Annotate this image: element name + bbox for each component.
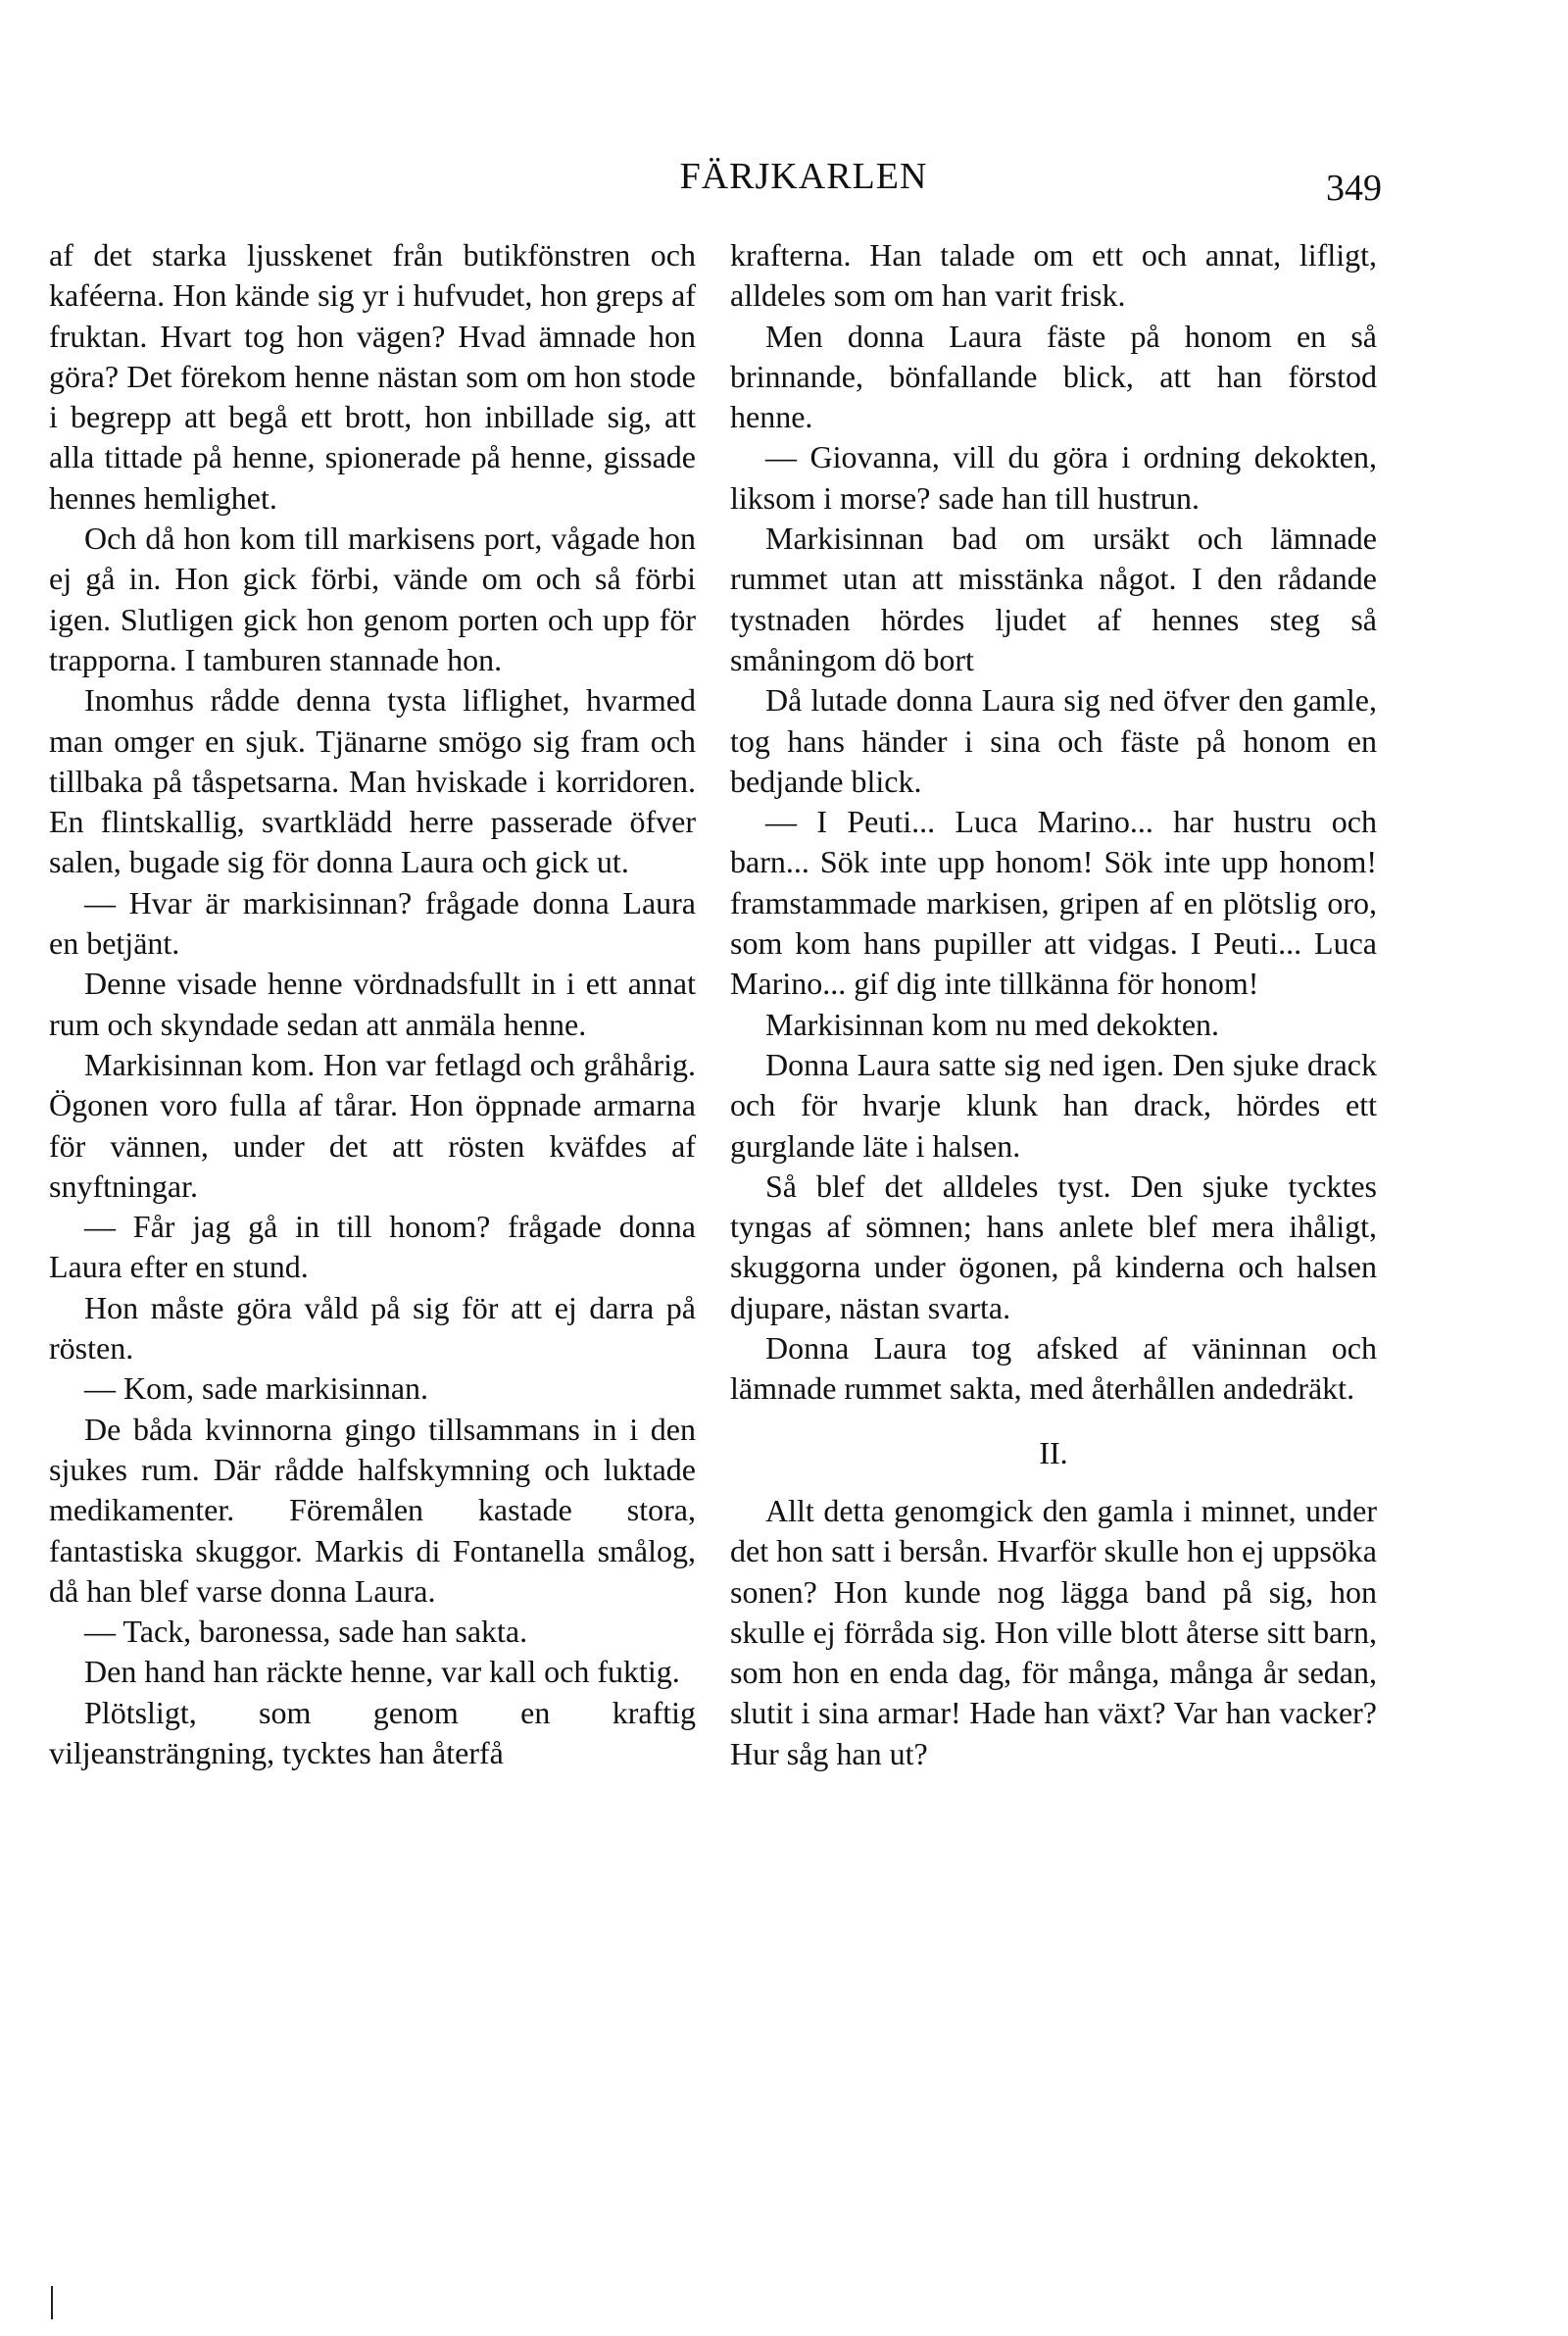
running-head (0, 147, 1568, 209)
paragraph: Hon måste göra våld på sig för att ej darra på rösten. (49, 1289, 696, 1367)
paragraph: Allt detta genomgick den gamla i minnet, under det hon satt i bersån. Hvarför skulle hon ej uppsöka sonen? Hon kunde nog lägga band på sig, hon skulle ej förråda sig. Hon ville blott återse sitt barn, som hon en enda dag, för många, många år sedan, slutit i sina armar! Hade han växt? Var han vacker? Hur såg han ut? (730, 1492, 1377, 1771)
paragraph: krafterna. Han talade om ett och annat, lifligt, alldeles som om han varit frisk. (730, 237, 1377, 314)
paragraph: Donna Laura satte sig ned igen. Den sjuke drack och för hvarje klunk han drack, hördes ett gurglande läte i halsen. (730, 1046, 1377, 1164)
paragraph: Markisinnan bad om ursäkt och lämnade rummet utan att misstänka något. I den rådande tystnaden hördes ljudet af hennes steg så småningom dö bort (730, 521, 1377, 677)
paragraph: af det starka ljusskenet från butikfönstren och kaféerna. Hon kände sig yr i hufvudet, hon greps af fruktan. Hvart tog hon vägen? Hvad ämnade hon göra? Det förekom henne nästan som om hon stode i begrepp att begå ett brott, hon inbillade sig, att alla tittade på henne, spionerade på henne, gissade hennes hemlighet. (49, 237, 696, 516)
paragraph: Den hand han räckte henne, var kall och fuktig. (84, 1654, 680, 1690)
paragraph: Markisinnan kom. Hon var fetlagd och gråhårig. Ögonen voro fulla af tårar. Hon öppnade armarna för vännen, under det att rösten kväfdes af snyftningar. (49, 1046, 696, 1204)
section-heading: II. (1039, 1434, 1068, 1470)
paragraph: Så blef det alldeles tyst. Den sjuke tycktes tyngas af sömnen; hans anlete blef mera ihåligt, skuggorna under ögonen, på kinderna och halsen djupare, nästan svarta. (730, 1168, 1377, 1325)
paragraph: Då lutade donna Laura sig ned öfver den gamle, tog hans händer i sina och fäste på honom en bedjande blick. (730, 682, 1377, 799)
paragraph: Och då hon kom till markisens port, vågade hon ej gå in. Hon gick förbi, vände om och så förbi igen. Slutligen gick hon genom porten och upp för trapporna. I tamburen stannade hon. (49, 521, 696, 677)
margin-mark (51, 2286, 53, 2319)
paragraph: — Hvar är markisinnan? frågade donna Laura en betjänt. (49, 884, 696, 962)
paragraph: — Giovanna, vill du göra i ordning dekokten, liksom i morse? sade han till hustrun. (730, 439, 1377, 516)
paragraph: Markisinnan kom nu med dekokten. (765, 1006, 1220, 1042)
paragraph: Donna Laura tog afsked af väninnan och lämnade rummet sakta, med återhållen andedräkt. (730, 1330, 1377, 1407)
paragraph: — Tack, baronessa, sade han sakta. (84, 1614, 528, 1650)
paragraph: Men donna Laura fäste på honom en så brinnande, bönfallande blick, att han förstod henne. (730, 318, 1377, 435)
left-column (49, 235, 696, 1773)
paragraph: — I Peuti... Luca Marino... har hustru och barn... Sök inte upp honom! Sök inte upp honom! framstammade markisen, gripen af en plötslig oro, som kom hans pupiller att vidgas. I Peuti... Luca Marino... gif dig inte tillkänna för honom! (730, 804, 1377, 1002)
paragraph: Denne visade henne vördnadsfullt in i ett annat rum och skyndade sedan att anmäla henne. (49, 966, 696, 1042)
paragraph: Plötsligt, som genom en kraftig viljeansträngning, tycktes han återfå (49, 1694, 696, 1770)
right-column (730, 235, 1377, 1774)
page-number: 349 (1326, 168, 1382, 209)
paragraph: — Får jag gå in till honom? frågade donna Laura efter en stund. (49, 1209, 696, 1285)
paragraph: Inomhus rådde denna tysta liflighet, hvarmed man omger en sjuk. Tjänarne smögo sig fram och tillbaka på tåspetsarna. Man hviskade i korridoren. En flintskallig, svartklädd herre passerade öfver salen, bugade sig för donna Laura och gick ut. (49, 682, 696, 880)
paragraph: — Kom, sade markisinnan. (84, 1370, 429, 1407)
paragraph: De båda kvinnorna gingo tillsammans in i den sjukes rum. Där rådde halfskymning och luktade medikamenter. Föremålen kastade stora, fantastiska skuggor. Markis di Fontanella smålog, då han blef varse donna Laura. (49, 1411, 696, 1609)
chapter-title: FÄRJKARLEN (679, 156, 928, 197)
